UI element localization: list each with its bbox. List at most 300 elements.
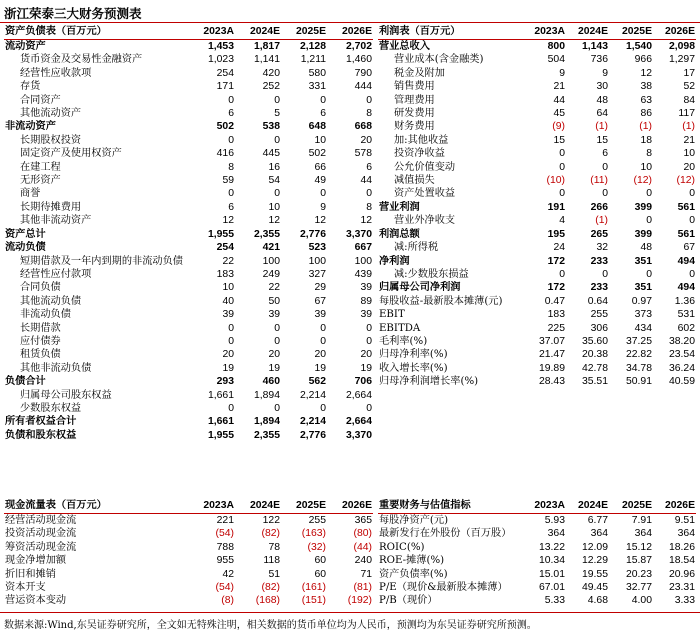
row-label: 合同资产 [20, 94, 61, 106]
row-value: 16 [268, 161, 280, 173]
row-label: 利润总额 [379, 227, 420, 240]
table-row [4, 268, 373, 281]
row-value: 15.12 [625, 541, 652, 553]
row-value: 800 [547, 41, 565, 52]
row-value: 0 [689, 215, 695, 227]
table-row [378, 187, 696, 200]
table-row [378, 201, 696, 214]
row-value: 2,128 [299, 41, 326, 52]
table-row [4, 402, 373, 415]
row-label: 加:其他收益 [394, 134, 449, 146]
row-value: 0 [689, 188, 695, 200]
row-label: 归属母公司净利润 [379, 281, 461, 294]
row-value: 1.36 [674, 295, 695, 307]
row-value: 2,355 [253, 429, 280, 441]
row-value: 0.64 [587, 295, 608, 307]
row-value: 1,955 [207, 228, 234, 240]
row-value: 0 [274, 322, 280, 334]
row-value: 183 [216, 268, 234, 280]
row-value: 20 [360, 349, 372, 361]
row-value: 9.51 [674, 515, 695, 526]
row-label: 营业外净收支 [394, 215, 456, 227]
row-label: 货币资金及交易性金融资产 [20, 54, 143, 66]
table-row [4, 568, 373, 581]
table-row [378, 281, 696, 294]
row-value: (163) [301, 528, 326, 540]
row-value: 12.29 [581, 555, 608, 567]
row-value: (9) [552, 121, 565, 133]
row-value: 37.07 [538, 335, 565, 347]
row-value: 78 [268, 541, 280, 553]
row-value: 18 [640, 134, 652, 146]
row-value: 351 [634, 255, 652, 267]
year-header: 2024E [566, 24, 609, 40]
row-value: 327 [308, 268, 326, 280]
row-value: (11) [590, 175, 608, 187]
row-value: 40 [222, 295, 234, 307]
row-label: 流动资产 [5, 40, 46, 52]
table-row [4, 514, 373, 528]
row-value: (161) [301, 582, 326, 594]
year-header: 2026E [653, 498, 696, 514]
row-value: 48 [640, 242, 652, 254]
row-label: EBITDA [379, 322, 421, 334]
row-value: 117 [678, 108, 695, 120]
row-value: 8 [228, 161, 234, 173]
row-label: 净利润 [379, 254, 410, 267]
table-row [378, 40, 696, 54]
row-value: 100 [308, 255, 326, 267]
row-value: 66 [314, 161, 326, 173]
row-value: 42 [222, 568, 234, 580]
row-label: 最新发行在外股份（百万股） [379, 528, 512, 540]
row-value: 0 [559, 148, 565, 160]
row-value: 38 [640, 81, 652, 93]
row-label: 现金净增加额 [5, 555, 67, 567]
row-label: 投资净收益 [394, 148, 445, 160]
row-value: (81) [353, 582, 372, 594]
table-row [378, 541, 696, 554]
row-value: 49 [314, 175, 326, 187]
row-value: 20.38 [581, 349, 608, 361]
table-row [4, 201, 373, 214]
row-value: 9 [559, 67, 565, 79]
row-value: 100 [262, 255, 280, 267]
year-header: 2023A [189, 498, 235, 514]
table-row [378, 94, 696, 107]
row-value: 668 [354, 121, 372, 133]
row-value: 2,776 [299, 429, 326, 441]
row-label: P/B（现价） [379, 595, 438, 607]
row-label: 负债合计 [5, 375, 46, 388]
row-value: 15.01 [538, 568, 565, 580]
row-value: 233 [590, 255, 608, 267]
row-label: P/E（现价&最新股本摊薄） [379, 582, 508, 594]
row-value: 240 [354, 555, 372, 567]
row-label: 归属母公司股东权益 [20, 389, 112, 401]
ratios-table [378, 498, 696, 608]
row-label: 长期借款 [20, 322, 61, 334]
row-value: 20 [314, 349, 326, 361]
row-value: (168) [255, 595, 280, 607]
table-row [378, 514, 696, 528]
row-label: 在建工程 [20, 161, 61, 173]
row-value: 364 [634, 528, 652, 540]
table-row [4, 67, 373, 80]
row-label: 投资活动现金流 [5, 528, 77, 540]
row-value: 0 [228, 335, 234, 347]
row-value: 60 [314, 568, 326, 580]
row-value: 955 [216, 555, 234, 567]
row-value: 67 [683, 242, 695, 254]
row-value: 118 [263, 555, 280, 567]
row-value: (12) [676, 175, 695, 187]
row-value: (1) [595, 121, 608, 133]
row-value: 0 [602, 161, 608, 173]
table-row [4, 594, 373, 607]
row-value: 3,370 [345, 429, 372, 441]
row-value: (1) [595, 215, 608, 227]
row-value: (10) [546, 175, 565, 187]
row-value: 0 [366, 188, 372, 200]
row-label: 销售费用 [394, 81, 435, 93]
table-header-label: 现金流量表（百万元） [4, 498, 189, 514]
table-row [378, 161, 696, 174]
table-row [4, 214, 373, 227]
row-value: 44 [360, 175, 372, 187]
row-value: 0 [228, 94, 234, 106]
row-value: 0 [320, 188, 326, 200]
row-value: 648 [308, 121, 326, 133]
row-value: 667 [354, 242, 372, 254]
row-value: 89 [360, 295, 372, 307]
row-value: 23.31 [668, 582, 695, 594]
row-value: 966 [634, 54, 652, 66]
year-header: 2025E [281, 24, 327, 40]
row-label: 折旧和摊销 [5, 568, 56, 580]
row-value: 42.78 [581, 362, 608, 374]
row-value: 22 [222, 255, 234, 267]
row-value: 191 [547, 201, 565, 213]
row-value: 64 [596, 108, 608, 120]
row-value: 2,098 [668, 41, 695, 52]
row-value: 60 [314, 555, 326, 567]
row-value: (192) [347, 595, 372, 607]
row-value: 494 [677, 255, 695, 267]
row-value: 460 [262, 376, 280, 388]
row-value: 538 [262, 121, 280, 133]
row-label: 存货 [20, 81, 41, 93]
row-value: 1,297 [668, 54, 695, 66]
table-row [378, 348, 696, 361]
row-value: 562 [308, 376, 326, 388]
row-value: 2,214 [299, 416, 326, 428]
row-value: 580 [308, 67, 326, 79]
row-value: 10 [314, 134, 326, 146]
row-value: 18.26 [668, 541, 695, 553]
row-value: 2,664 [345, 416, 372, 428]
table-row [378, 67, 696, 80]
row-label: 归母净利润增长率(%) [379, 376, 479, 388]
row-value: 35.60 [581, 335, 608, 347]
title-divider [0, 22, 700, 23]
row-label: 流动负债 [5, 241, 46, 254]
row-value: 561 [677, 201, 695, 213]
row-label: 资产处置收益 [394, 188, 456, 200]
row-value: 373 [634, 309, 652, 321]
row-value: 20 [268, 349, 280, 361]
row-value: 1,894 [253, 389, 280, 401]
row-value: 36.24 [668, 362, 695, 374]
table-row [378, 228, 696, 241]
row-value: 578 [354, 148, 372, 160]
source-note: 数据来源:Wind,东吴证券研究所，全文如无特殊注明，相关数据的货币单位均为人民币，预测均为东吴证券研究所预测。 [4, 620, 537, 631]
row-label: 资本开支 [5, 582, 46, 594]
row-label: 短期借款及一年内到期的非流动负债 [20, 255, 183, 267]
row-value: 10 [222, 282, 234, 294]
row-value: 6 [602, 148, 608, 160]
row-value: 3.33 [674, 595, 695, 607]
row-value: 22.82 [625, 349, 652, 361]
row-value: 502 [308, 148, 326, 160]
table-header-row [4, 24, 373, 40]
row-value: 20 [683, 161, 695, 173]
row-value: 32 [596, 242, 608, 254]
row-value: (44) [353, 541, 372, 553]
row-label: 收入增长率(%) [379, 362, 448, 374]
row-value: 444 [354, 81, 372, 93]
table-row [4, 415, 373, 428]
row-value: 0 [366, 402, 372, 414]
row-value: (151) [301, 595, 326, 607]
cash-flow-table [4, 498, 373, 608]
table-row [378, 568, 696, 581]
row-label: 每股净资产(元) [379, 515, 449, 526]
row-value: 0 [366, 335, 372, 347]
row-label: 经营活动现金流 [5, 515, 77, 526]
table-row [4, 375, 373, 388]
table-row [378, 308, 696, 321]
year-header: 2024E [566, 498, 609, 514]
row-value: 221 [216, 515, 234, 526]
row-label: 资产总计 [5, 227, 46, 240]
row-value: 0 [366, 322, 372, 334]
row-label: 营运资本变动 [5, 595, 67, 607]
row-value: 0 [646, 215, 652, 227]
row-value: 5 [274, 108, 280, 120]
row-value: 8 [366, 201, 372, 213]
row-value: 48 [596, 94, 608, 106]
table-row [378, 554, 696, 567]
row-value: 0 [602, 188, 608, 200]
row-value: 706 [354, 376, 372, 388]
row-value: 22 [268, 282, 280, 294]
row-value: 416 [216, 148, 234, 160]
row-value: 504 [547, 54, 565, 66]
row-label: 营业利润 [379, 200, 420, 213]
row-value: 0 [320, 402, 326, 414]
table-row [378, 268, 696, 281]
table-row [4, 120, 373, 133]
row-value: 19 [222, 362, 234, 374]
row-label: 应付债券 [20, 335, 61, 347]
year-header: 2026E [327, 24, 373, 40]
table-row [4, 107, 373, 120]
balance-sheet-table [4, 24, 373, 442]
row-value: 20.96 [668, 568, 695, 580]
row-value: 3,370 [345, 228, 372, 240]
row-label: 减:所得税 [394, 242, 439, 254]
row-value: 39 [360, 282, 372, 294]
row-label: 无形资产 [20, 175, 61, 187]
year-header: 2026E [653, 24, 696, 40]
row-value: 0 [274, 402, 280, 414]
row-value: 15.87 [625, 555, 652, 567]
row-value: (32) [307, 541, 326, 553]
year-header: 2023A [522, 498, 566, 514]
row-value: 19 [360, 362, 372, 374]
table-row [4, 281, 373, 294]
row-value: 84 [683, 94, 695, 106]
row-value: 331 [308, 81, 326, 93]
row-label: 税金及附加 [394, 67, 445, 79]
table-row [4, 255, 373, 268]
table-row [378, 335, 696, 348]
table-row [378, 53, 696, 66]
table-row [4, 348, 373, 361]
year-header: 2024E [235, 24, 281, 40]
row-value: 1,894 [253, 416, 280, 428]
row-value: 1,817 [253, 41, 280, 52]
row-value: 54 [268, 175, 280, 187]
row-value: 6.77 [587, 515, 608, 526]
table-row [4, 541, 373, 554]
row-value: 28.43 [538, 376, 565, 388]
table-row [378, 375, 696, 388]
row-value: 0 [320, 322, 326, 334]
row-value: 252 [262, 81, 280, 93]
row-value: 51 [268, 568, 280, 580]
row-label: 减:少数股东损益 [394, 268, 469, 280]
table-row [378, 295, 696, 308]
row-value: 0 [228, 322, 234, 334]
row-label: 固定资产及使用权资产 [20, 148, 122, 160]
row-value: 293 [216, 376, 234, 388]
row-value: (12) [633, 175, 652, 187]
row-value: 2,355 [253, 228, 280, 240]
row-value: (1) [639, 121, 652, 133]
table-row [4, 527, 373, 540]
table-row [4, 308, 373, 321]
row-value: 523 [308, 242, 326, 254]
row-value: 19.55 [581, 568, 608, 580]
row-label: 管理费用 [394, 94, 435, 106]
table-row [378, 120, 696, 133]
row-label: 每股收益-最新股本摊薄(元) [379, 295, 503, 307]
row-value: 4.68 [587, 595, 608, 607]
row-value: 0 [646, 268, 652, 280]
row-value: 0 [559, 268, 565, 280]
footer-divider [0, 612, 700, 613]
table-row [4, 94, 373, 107]
row-label: 资产负债率(%) [379, 568, 448, 580]
row-value: 71 [360, 568, 372, 580]
row-value: 59 [222, 175, 234, 187]
row-value: 561 [677, 228, 695, 240]
row-value: 35.51 [581, 376, 608, 388]
row-value: 1,460 [345, 54, 372, 66]
row-value: 0 [689, 268, 695, 280]
row-value: 0 [646, 188, 652, 200]
table-row [378, 107, 696, 120]
row-value: 265 [590, 228, 608, 240]
table-row [4, 295, 373, 308]
row-label: 营业总收入 [379, 40, 430, 52]
table-row [378, 322, 696, 335]
row-value: 15 [553, 134, 565, 146]
table-row [4, 554, 373, 567]
table-row [4, 53, 373, 66]
row-value: 225 [547, 322, 565, 334]
row-label: 财务费用 [394, 121, 435, 133]
row-value: 1,661 [207, 416, 234, 428]
row-value: 20.23 [625, 568, 652, 580]
row-value: 12 [640, 67, 652, 79]
row-value: 0 [274, 94, 280, 106]
table-row [4, 429, 373, 442]
row-value: 2,214 [299, 389, 326, 401]
row-value: 6 [320, 108, 326, 120]
row-value: 0 [274, 335, 280, 347]
year-header: 2026E [327, 498, 373, 514]
row-label: 长期待摊费用 [20, 201, 82, 213]
row-label: 经营性应付款项 [20, 268, 92, 280]
table-row [4, 241, 373, 254]
year-header: 2025E [281, 498, 327, 514]
row-value: 30 [596, 81, 608, 93]
row-value: 34.78 [625, 362, 652, 374]
row-label: 合同负债 [20, 282, 61, 294]
year-header: 2023A [189, 24, 235, 40]
row-value: 10 [268, 201, 280, 213]
row-value: 10 [640, 161, 652, 173]
row-value: 2,664 [345, 389, 372, 401]
row-value: 29 [314, 282, 326, 294]
row-value: (54) [215, 528, 234, 540]
row-value: 20 [222, 349, 234, 361]
row-value: 788 [216, 541, 234, 553]
row-value: 0 [320, 335, 326, 347]
table-header-label: 重要财务与估值指标 [378, 498, 522, 514]
table-header-label: 利润表（百万元） [378, 24, 522, 40]
row-value: 255 [590, 309, 608, 321]
row-value: 39 [222, 309, 234, 321]
row-value: 266 [590, 201, 608, 213]
row-value: 254 [216, 242, 234, 254]
row-label: 长期股权投资 [20, 134, 82, 146]
row-value: (82) [261, 582, 280, 594]
row-value: 195 [547, 228, 565, 240]
row-label: 减值损失 [394, 175, 435, 187]
row-value: 0 [559, 161, 565, 173]
table-row [4, 80, 373, 93]
row-value: 12 [314, 215, 326, 227]
row-label: 其他流动资产 [20, 108, 82, 120]
table-row [4, 147, 373, 160]
table-row [4, 174, 373, 187]
row-value: 18.54 [668, 555, 695, 567]
table-row [378, 362, 696, 375]
